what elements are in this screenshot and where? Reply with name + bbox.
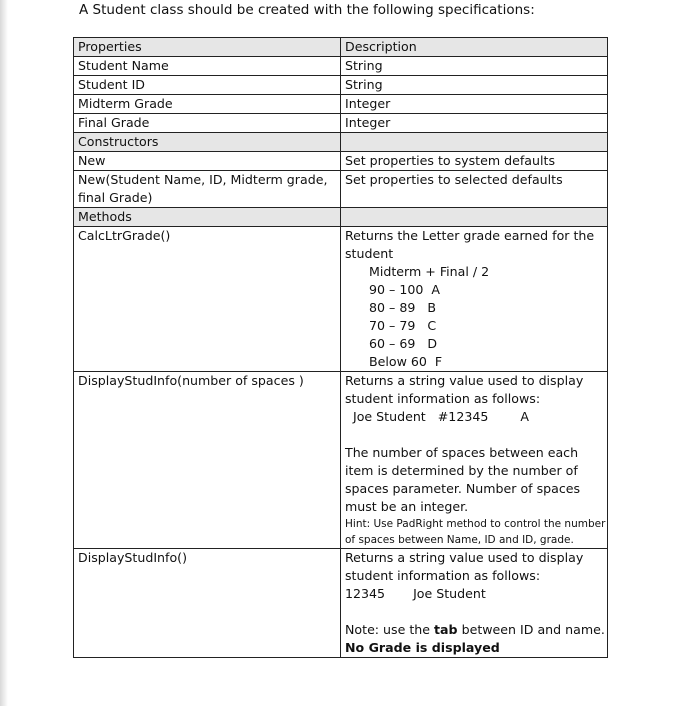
constructor-name: New: [74, 152, 341, 171]
display-no-grade: No Grade is displayed: [345, 640, 500, 655]
property-name: Final Grade: [74, 114, 341, 133]
method-name: DisplayStudInfo(): [74, 549, 341, 658]
table-row: [74, 114, 608, 133]
spec-table: [73, 37, 608, 658]
property-desc: Integer: [341, 95, 608, 114]
display-spaces-hint: Hint: Use PadRight method to control the number of spaces between Name, ID and ID, grade.: [345, 518, 606, 546]
method-name: DisplayStudInfo(number of spaces ): [74, 372, 341, 549]
grade-line: 70 – 79 C: [369, 318, 437, 333]
table-row: [74, 152, 608, 171]
display-sample: 12345 Joe Student: [345, 586, 486, 601]
grade-line: Below 60 F: [369, 354, 443, 369]
methods-header-row: [74, 208, 608, 227]
intro-text: A Student class should be created with the following specifications:: [79, 2, 535, 18]
property-desc: Integer: [341, 114, 608, 133]
method-desc: [341, 549, 608, 658]
display-spaces-intro: Returns a string value used to display student information as follows:: [345, 373, 584, 406]
table-row: [74, 227, 608, 372]
grade-line: 80 – 89 B: [369, 300, 437, 315]
properties-header: Properties: [74, 38, 341, 57]
constructor-desc: Set properties to selected defaults: [341, 171, 608, 208]
property-name: Student ID: [74, 76, 341, 95]
method-desc: [341, 372, 608, 549]
display-intro: Returns a string value used to display student information as follows:: [345, 550, 584, 583]
calc-intro: Returns the Letter grade earned for the student: [345, 228, 595, 261]
grade-line: 60 – 69 D: [369, 336, 438, 351]
display-note: Note: use the tab between ID and name.: [345, 622, 605, 637]
method-name: CalcLtrGrade(): [74, 227, 341, 372]
table-row: [74, 76, 608, 95]
grade-line: 90 – 100 A: [369, 282, 440, 297]
constructors-header: Constructors: [74, 133, 341, 152]
display-spaces-sample: Joe Student #12345 A: [353, 409, 530, 424]
constructors-header-row: [74, 133, 608, 152]
constructor-desc: Set properties to system defaults: [341, 152, 608, 171]
property-name: Student Name: [74, 57, 341, 76]
constructor-name: New(Student Name, ID, Midterm grade, final Grade): [74, 171, 341, 208]
property-desc: String: [341, 57, 608, 76]
page-edge-shadow: [0, 0, 8, 706]
property-name: Midterm Grade: [74, 95, 341, 114]
calc-formula: Midterm + Final / 2: [369, 264, 490, 279]
property-desc: String: [341, 76, 608, 95]
display-spaces-para: The number of spaces between each item is determined by the number of spaces parameter. Number of spaces must be an integer.: [345, 445, 581, 514]
properties-header-row: [74, 38, 608, 57]
method-desc: [341, 227, 608, 372]
table-row: [74, 171, 608, 208]
table-row: [74, 95, 608, 114]
methods-header: Methods: [74, 208, 341, 227]
table-row: [74, 57, 608, 76]
table-row: [74, 549, 608, 658]
table-row: [74, 372, 608, 549]
description-header: Description: [341, 38, 608, 57]
